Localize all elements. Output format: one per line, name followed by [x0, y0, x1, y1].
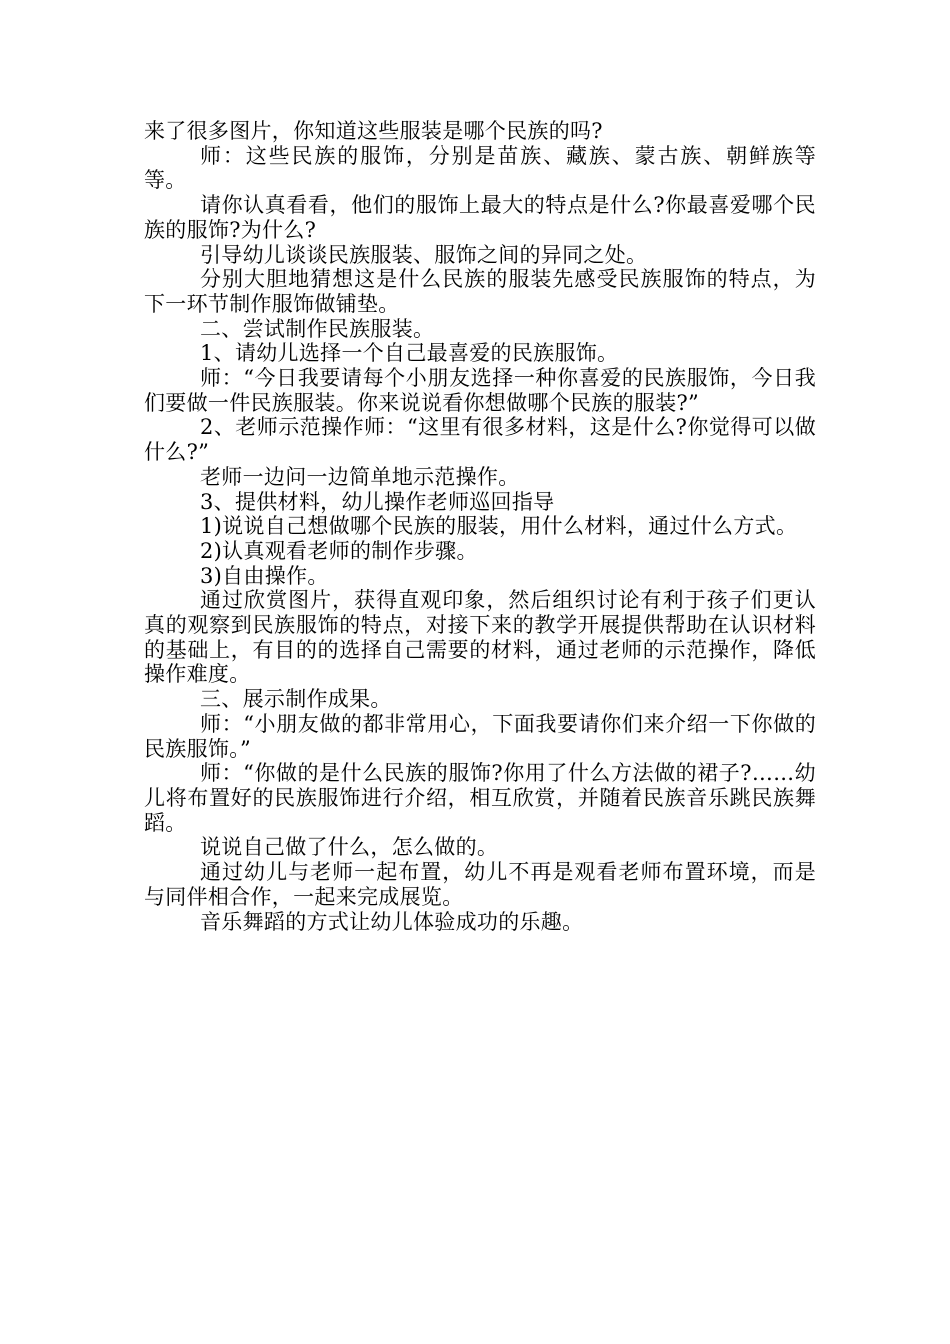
paragraph: 分别大胆地猜想这是什么民族的服装先感受民族服饰的特点，为下一环节制作服饰做铺垫。: [144, 267, 816, 316]
paragraph: 3、提供材料，幼儿操作老师巡回指导: [200, 489, 555, 514]
list-item: 2)认真观看老师的制作步骤。: [200, 538, 478, 563]
paragraph: 引导幼儿谈谈民族服装、服饰之间的异同之处。: [200, 242, 648, 267]
paragraph: 通过欣赏图片，获得直观印象，然后组织讨论有利于孩子们更认真的观察到民族服饰的特点，对接下来的教学开展提供帮助在认识材料的基础上，有目的的选择自己需要的材料，通过老师的示范操作，降低操作难度。: [144, 588, 816, 687]
paragraph: 师：“今日我要请每个小朋友选择一种你喜爱的民族服饰，今日我们要做一件民族服装。你来说说看你想做哪个民族的服装?”: [144, 366, 816, 415]
document-page: [144, 119, 816, 934]
paragraph: 师：“你做的是什么民族的服饰?你用了什么方法做的裙子?……幼儿将布置好的民族服饰进行介绍，相互欣赏，并随着民族音乐跳民族舞蹈。: [144, 761, 816, 835]
paragraph: 1、请幼儿选择一个自己最喜爱的民族服饰。: [200, 341, 619, 366]
paragraph: 师：“小朋友做的都非常用心，下面我要请你们来介绍一下你做的民族服饰。”: [144, 711, 816, 761]
section-heading: 二、尝试制作民族服装。: [200, 316, 435, 341]
list-item: 3)自由操作。: [200, 563, 329, 588]
paragraph: 说说自己做了什么，怎么做的。: [200, 835, 499, 860]
section-heading: 三、展示制作成果。: [200, 687, 392, 712]
paragraph: 通过幼儿与老师一起布置，幼儿不再是观看老师布置环境，而是与同伴相合作，一起来完成展览。: [144, 860, 816, 909]
list-item: 1)说说自己想做哪个民族的服装，用什么材料，通过什么方式。: [200, 514, 798, 539]
paragraph: 2、老师示范操作师：“这里有很多材料，这是什么?你觉得可以做什么?”: [144, 415, 816, 465]
paragraph: 师：这些民族的服饰，分别是苗族、藏族、蒙古族、朝鲜族等等。: [144, 143, 816, 193]
paragraph: 老师一边问一边简单地示范操作。: [200, 464, 520, 489]
paragraph: 来了很多图片，你知道这些服装是哪个民族的吗?: [144, 119, 603, 143]
paragraph: 请你认真看看，他们的服饰上最大的特点是什么?你最喜爱哪个民族的服饰?为什么?: [144, 193, 816, 242]
paragraph: 音乐舞蹈的方式让幼儿体验成功的乐趣。: [200, 909, 584, 934]
